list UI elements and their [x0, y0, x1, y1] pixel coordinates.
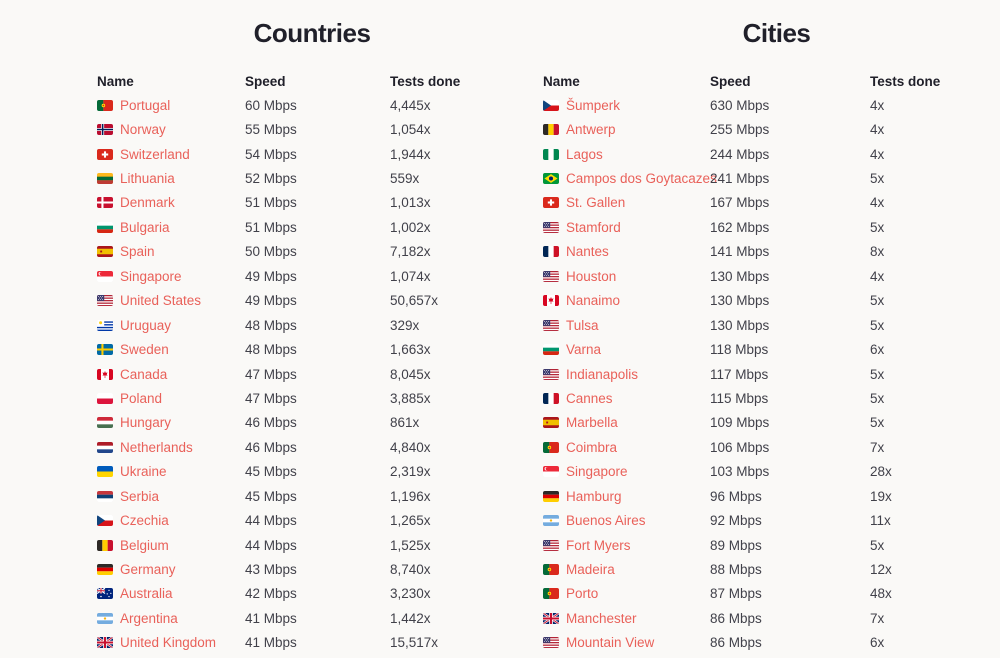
row-tests-done-value: 4x: [870, 268, 885, 284]
name-cell: [97, 611, 245, 626]
row-speed-value: 49 Mbps: [245, 293, 297, 309]
table-row: [543, 460, 980, 484]
row-speed-value: 92 Mbps: [710, 513, 762, 529]
flag-united-kingdom-icon: [97, 637, 113, 648]
row-name-link[interactable]: Belgium: [120, 537, 169, 553]
table-row: [97, 508, 497, 532]
name-cell: [543, 98, 710, 113]
row-tests-done-value: 12x: [870, 562, 892, 578]
row-name-link[interactable]: Buenos Aires: [566, 513, 646, 529]
row-tests-done-value: 4x: [870, 146, 885, 162]
row-tests-done-value: 329x: [390, 317, 420, 333]
table-header-row: [97, 69, 497, 93]
row-name-link[interactable]: Lithuania: [120, 171, 175, 187]
row-tests-done-value: 1,663x: [390, 342, 431, 358]
flag-poland-icon: [97, 393, 113, 404]
row-tests-done-value: 1,265x: [390, 513, 431, 529]
table-row: [97, 557, 497, 581]
row-speed-value: 167 Mbps: [710, 195, 770, 211]
row-tests-done-value: 7x: [870, 610, 885, 626]
flag-portugal-icon: [543, 442, 559, 453]
flag-hungary-icon: [97, 417, 113, 428]
name-cell: [543, 342, 710, 357]
flag-switzerland-icon: [97, 149, 113, 160]
name-cell: [543, 367, 710, 382]
row-name-link[interactable]: Australia: [120, 586, 173, 602]
row-name-link[interactable]: Germany: [120, 562, 176, 578]
row-speed-value: 141 Mbps: [710, 244, 770, 260]
row-tests-done-value: 3,230x: [390, 586, 431, 602]
table-row: [97, 484, 497, 508]
row-speed-value: 96 Mbps: [710, 488, 762, 504]
table-row: [543, 631, 980, 655]
name-cell: [543, 220, 710, 235]
table-row: [97, 411, 497, 435]
name-cell: [543, 611, 710, 626]
name-cell: [543, 391, 710, 406]
table-row: [97, 362, 497, 386]
row-speed-value: 115 Mbps: [710, 390, 769, 406]
table-row: [97, 337, 497, 361]
flag-czechia-icon: [97, 515, 113, 526]
row-speed-value: 241 Mbps: [710, 171, 770, 187]
row-speed-value: 51 Mbps: [245, 195, 297, 211]
table-row: [97, 533, 497, 557]
table-row: [543, 240, 980, 264]
flag-netherlands-icon: [97, 442, 113, 453]
row-name-link[interactable]: Bulgaria: [120, 219, 170, 235]
row-speed-value: 630 Mbps: [710, 97, 770, 113]
row-speed-value: 106 Mbps: [710, 439, 770, 455]
row-name-link[interactable]: Coimbra: [566, 439, 618, 455]
flag-sweden-icon: [97, 344, 113, 355]
row-name-link[interactable]: Fort Myers: [566, 537, 631, 553]
table-row: [97, 142, 497, 166]
table-row: [543, 606, 980, 630]
row-name-link[interactable]: Nanaimo: [566, 293, 621, 309]
row-speed-value: 130 Mbps: [710, 268, 770, 284]
table-row: [543, 313, 980, 337]
row-name-link[interactable]: Spain: [120, 244, 155, 260]
row-speed-value: 47 Mbps: [245, 366, 297, 382]
row-speed-value: 49 Mbps: [245, 268, 297, 284]
flag-lithuania-icon: [97, 173, 113, 184]
row-speed-value: 55 Mbps: [245, 122, 297, 138]
table-row: [543, 337, 980, 361]
row-name-link[interactable]: Singapore: [566, 464, 628, 480]
table-body: [543, 93, 980, 655]
name-cell: [97, 538, 245, 553]
row-tests-done-value: 5x: [870, 366, 885, 382]
row-tests-done-value: 4x: [870, 195, 885, 211]
row-name-link[interactable]: Poland: [120, 390, 163, 406]
row-name-link[interactable]: Manchester: [566, 610, 637, 626]
row-name-link[interactable]: Indianapolis: [566, 366, 639, 382]
flag-belgium-icon: [543, 124, 559, 135]
table-row: [543, 215, 980, 239]
table-row: [97, 264, 497, 288]
table-row: [97, 435, 497, 459]
row-name-link[interactable]: Switzerland: [120, 146, 190, 162]
row-speed-value: 86 Mbps: [710, 635, 762, 651]
row-tests-done-value: 1,442x: [390, 610, 431, 626]
table-row: [97, 460, 497, 484]
table-row: [97, 582, 497, 606]
name-cell: [543, 244, 710, 259]
row-tests-done-value: 4,840x: [390, 439, 431, 455]
row-name-link[interactable]: Hamburg: [566, 488, 622, 504]
row-tests-done-value: 1,074x: [390, 268, 431, 284]
table-row: [97, 191, 497, 215]
row-speed-value: 46 Mbps: [245, 415, 297, 431]
name-cell: [543, 415, 710, 430]
row-name-link[interactable]: Hungary: [120, 415, 172, 431]
row-speed-value: 47 Mbps: [245, 390, 297, 406]
row-tests-done-value: 5x: [870, 219, 885, 235]
name-cell: [97, 440, 245, 455]
table-row: [97, 93, 497, 117]
row-speed-value: 117 Mbps: [710, 366, 769, 382]
row-speed-value: 103 Mbps: [710, 464, 770, 480]
row-tests-done-value: 1,196x: [390, 488, 431, 504]
row-tests-done-value: 7x: [870, 439, 885, 455]
row-tests-done-value: 6x: [870, 635, 885, 651]
table-row: [97, 215, 497, 239]
row-name-link[interactable]: Ukraine: [120, 464, 167, 480]
name-cell: [543, 464, 710, 479]
name-cell: [543, 440, 710, 455]
flag-argentina-icon: [543, 515, 559, 526]
table-row: [97, 289, 497, 313]
row-speed-value: 41 Mbps: [245, 635, 297, 651]
row-speed-value: 255 Mbps: [710, 122, 770, 138]
column-header-name: Name: [543, 73, 580, 89]
row-speed-value: 86 Mbps: [710, 610, 762, 626]
name-cell: [97, 489, 245, 504]
flag-portugal-icon: [543, 588, 559, 599]
flag-united-states-icon: [543, 369, 559, 380]
name-cell: [543, 147, 710, 162]
name-cell: [97, 586, 245, 601]
row-tests-done-value: 861x: [390, 415, 420, 431]
flag-france-icon: [543, 393, 559, 404]
flag-france-icon: [543, 246, 559, 257]
flag-canada-icon: [97, 369, 113, 380]
row-tests-done-value: 5x: [870, 390, 885, 406]
row-name-link[interactable]: Sweden: [120, 342, 169, 358]
row-name-link[interactable]: Houston: [566, 268, 617, 284]
row-speed-value: 52 Mbps: [245, 171, 297, 187]
table-row: [543, 582, 980, 606]
row-speed-value: 48 Mbps: [245, 317, 297, 333]
flag-argentina-icon: [97, 613, 113, 624]
table-row: [543, 191, 980, 215]
row-name-link[interactable]: Marbella: [566, 415, 618, 431]
column-header-tests-done: Tests done: [390, 73, 461, 89]
flag-singapore-icon: [543, 466, 559, 477]
flag-united-states-icon: [543, 320, 559, 331]
row-name-link[interactable]: Madeira: [566, 562, 615, 578]
row-name-link[interactable]: Antwerp: [566, 122, 616, 138]
row-name-link[interactable]: Cannes: [566, 390, 613, 406]
row-speed-value: 130 Mbps: [710, 317, 770, 333]
name-cell: [97, 98, 245, 113]
row-speed-value: 87 Mbps: [710, 586, 762, 602]
row-name-link[interactable]: Serbia: [120, 488, 160, 504]
row-speed-value: 118 Mbps: [710, 342, 769, 358]
table-row: [543, 557, 980, 581]
row-tests-done-value: 28x: [870, 464, 892, 480]
row-name-link[interactable]: Norway: [120, 122, 166, 138]
row-tests-done-value: 8,045x: [390, 366, 431, 382]
name-cell: [97, 367, 245, 382]
row-tests-done-value: 1,054x: [390, 122, 431, 138]
table-row: [543, 508, 980, 532]
row-speed-value: 60 Mbps: [245, 97, 297, 113]
flag-united-states-icon: [543, 222, 559, 233]
row-tests-done-value: 5x: [870, 317, 885, 333]
flag-united-states-icon: [97, 295, 113, 306]
cities-table-section: [543, 12, 1000, 655]
name-cell: [97, 171, 245, 186]
table-row: [543, 435, 980, 459]
name-cell: [543, 318, 710, 333]
row-speed-value: 162 Mbps: [710, 219, 770, 235]
row-speed-value: 50 Mbps: [245, 244, 297, 260]
flag-united-states-icon: [543, 540, 559, 551]
row-name-link[interactable]: Canada: [120, 366, 168, 382]
table-row: [543, 142, 980, 166]
flag-canada-icon: [543, 295, 559, 306]
row-tests-done-value: 1,944x: [390, 146, 431, 162]
row-tests-done-value: 559x: [390, 171, 420, 187]
name-cell: [543, 171, 717, 187]
row-tests-done-value: 15,517x: [390, 635, 439, 651]
row-tests-done-value: 7,182x: [390, 244, 431, 260]
flag-united-states-icon: [543, 637, 559, 648]
table-header-row: [543, 69, 980, 93]
row-tests-done-value: 2,319x: [390, 464, 431, 480]
flag-germany-icon: [97, 564, 113, 575]
row-name-link[interactable]: Varna: [566, 342, 602, 358]
name-cell: [543, 195, 710, 210]
row-speed-value: 45 Mbps: [245, 488, 297, 504]
name-cell: [543, 269, 710, 284]
flag-switzerland-icon: [543, 197, 559, 208]
row-speed-value: 89 Mbps: [710, 537, 762, 553]
row-tests-done-value: 5x: [870, 537, 885, 553]
name-cell: [97, 415, 245, 430]
row-tests-done-value: 48x: [870, 586, 892, 602]
row-speed-value: 51 Mbps: [245, 219, 297, 235]
flag-czechia-icon: [543, 100, 559, 111]
row-speed-value: 46 Mbps: [245, 439, 297, 455]
row-speed-value: 42 Mbps: [245, 586, 297, 602]
flag-germany-icon: [543, 491, 559, 502]
table-row: [97, 166, 497, 190]
name-cell: [97, 318, 245, 333]
row-tests-done-value: 5x: [870, 293, 885, 309]
name-cell: [543, 562, 710, 577]
row-tests-done-value: 3,885x: [390, 390, 431, 406]
name-cell: [97, 342, 245, 357]
table-row: [97, 606, 497, 630]
row-name-link[interactable]: Stamford: [566, 219, 621, 235]
flag-portugal-icon: [97, 100, 113, 111]
row-name-link[interactable]: Netherlands: [120, 439, 193, 455]
name-cell: [97, 391, 245, 406]
row-tests-done-value: 11x: [870, 513, 891, 529]
row-name-link[interactable]: Portugal: [120, 97, 171, 113]
flag-spain-icon: [543, 417, 559, 428]
flag-uruguay-icon: [97, 320, 113, 331]
name-cell: [97, 195, 245, 210]
name-cell: [543, 293, 710, 308]
table-row: [543, 362, 980, 386]
row-name-link[interactable]: Lagos: [566, 146, 603, 162]
row-tests-done-value: 8,740x: [390, 562, 431, 578]
name-cell: [543, 635, 710, 650]
flag-singapore-icon: [97, 271, 113, 282]
flag-bulgaria-icon: [543, 344, 559, 355]
row-tests-done-value: 6x: [870, 342, 885, 358]
row-speed-value: 45 Mbps: [245, 464, 297, 480]
row-tests-done-value: 4x: [870, 97, 885, 113]
name-cell: [543, 122, 710, 137]
name-cell: [543, 538, 710, 553]
table-row: [97, 117, 497, 141]
row-tests-done-value: 5x: [870, 171, 885, 187]
table-row: [543, 386, 980, 410]
name-cell: [97, 293, 245, 308]
flag-nigeria-icon: [543, 149, 559, 160]
row-speed-value: 44 Mbps: [245, 537, 297, 553]
flag-australia-icon: [97, 588, 113, 599]
name-cell: [97, 220, 245, 235]
table-row: [97, 631, 497, 655]
table-title: Countries: [253, 18, 371, 48]
row-tests-done-value: 1,525x: [390, 537, 431, 553]
row-name-link[interactable]: Tulsa: [566, 317, 599, 333]
name-cell: [97, 122, 245, 137]
table-row: [543, 264, 980, 288]
row-speed-value: 130 Mbps: [710, 293, 770, 309]
column-header-speed: Speed: [245, 73, 286, 89]
column-header-tests-done: Tests done: [870, 73, 941, 89]
table-row: [543, 93, 980, 117]
row-speed-value: 88 Mbps: [710, 562, 762, 578]
row-tests-done-value: 4,445x: [390, 97, 431, 113]
row-speed-value: 48 Mbps: [245, 342, 297, 358]
flag-brazil-icon: [543, 173, 559, 184]
column-header-name: Name: [97, 73, 134, 89]
name-cell: [97, 635, 245, 650]
countries-table-section: [97, 12, 497, 655]
name-cell: [97, 464, 245, 479]
row-speed-value: 244 Mbps: [710, 146, 770, 162]
flag-serbia-icon: [97, 491, 113, 502]
row-tests-done-value: 1,013x: [390, 195, 431, 211]
row-name-link[interactable]: Denmark: [120, 195, 175, 211]
row-name-link[interactable]: United Kingdom: [120, 635, 217, 651]
flag-bulgaria-icon: [97, 222, 113, 233]
name-cell: [543, 513, 710, 528]
row-speed-value: 43 Mbps: [245, 562, 297, 578]
row-name-link[interactable]: St. Gallen: [566, 195, 626, 211]
row-name-link[interactable]: Czechia: [120, 513, 169, 529]
table-row: [97, 240, 497, 264]
row-name-link[interactable]: Uruguay: [120, 317, 172, 333]
table-row: [543, 117, 980, 141]
name-cell: [97, 147, 245, 162]
table-row: [97, 313, 497, 337]
row-speed-value: 44 Mbps: [245, 513, 297, 529]
row-name-link[interactable]: United States: [120, 293, 202, 309]
row-name-link[interactable]: Campos dos Goytacazes: [566, 171, 717, 187]
name-cell: [543, 586, 710, 601]
row-tests-done-value: 1,002x: [390, 219, 431, 235]
row-tests-done-value: 4x: [870, 122, 885, 138]
table-row: [543, 533, 980, 557]
row-speed-value: 41 Mbps: [245, 610, 297, 626]
table-row: [543, 411, 980, 435]
name-cell: [97, 562, 245, 577]
flag-belgium-icon: [97, 540, 113, 551]
row-name-link[interactable]: Singapore: [120, 268, 182, 284]
table-body: [97, 93, 497, 655]
flag-united-kingdom-icon: [543, 613, 559, 624]
row-tests-done-value: 8x: [870, 244, 885, 260]
row-tests-done-value: 5x: [870, 415, 885, 431]
name-cell: [543, 489, 710, 504]
flag-norway-icon: [97, 124, 113, 135]
row-name-link[interactable]: Šumperk: [566, 97, 621, 113]
flag-denmark-icon: [97, 197, 113, 208]
name-cell: [97, 244, 245, 259]
flag-ukraine-icon: [97, 466, 113, 477]
flag-spain-icon: [97, 246, 113, 257]
flag-united-states-icon: [543, 271, 559, 282]
row-name-link[interactable]: Mountain View: [566, 635, 655, 651]
flag-portugal-icon: [543, 564, 559, 575]
row-tests-done-value: 19x: [870, 488, 892, 504]
table-row: [97, 386, 497, 410]
row-tests-done-value: 50,657x: [390, 293, 439, 309]
row-name-link[interactable]: Nantes: [566, 244, 609, 260]
row-speed-value: 54 Mbps: [245, 146, 297, 162]
column-header-speed: Speed: [710, 73, 751, 89]
table-row: [543, 484, 980, 508]
name-cell: [97, 513, 245, 528]
row-name-link[interactable]: Porto: [566, 586, 599, 602]
name-cell: [97, 269, 245, 284]
row-name-link[interactable]: Argentina: [120, 610, 178, 626]
row-speed-value: 109 Mbps: [710, 415, 770, 431]
table-row: [543, 166, 980, 190]
table-title: Cities: [742, 18, 811, 48]
table-row: [543, 289, 980, 313]
